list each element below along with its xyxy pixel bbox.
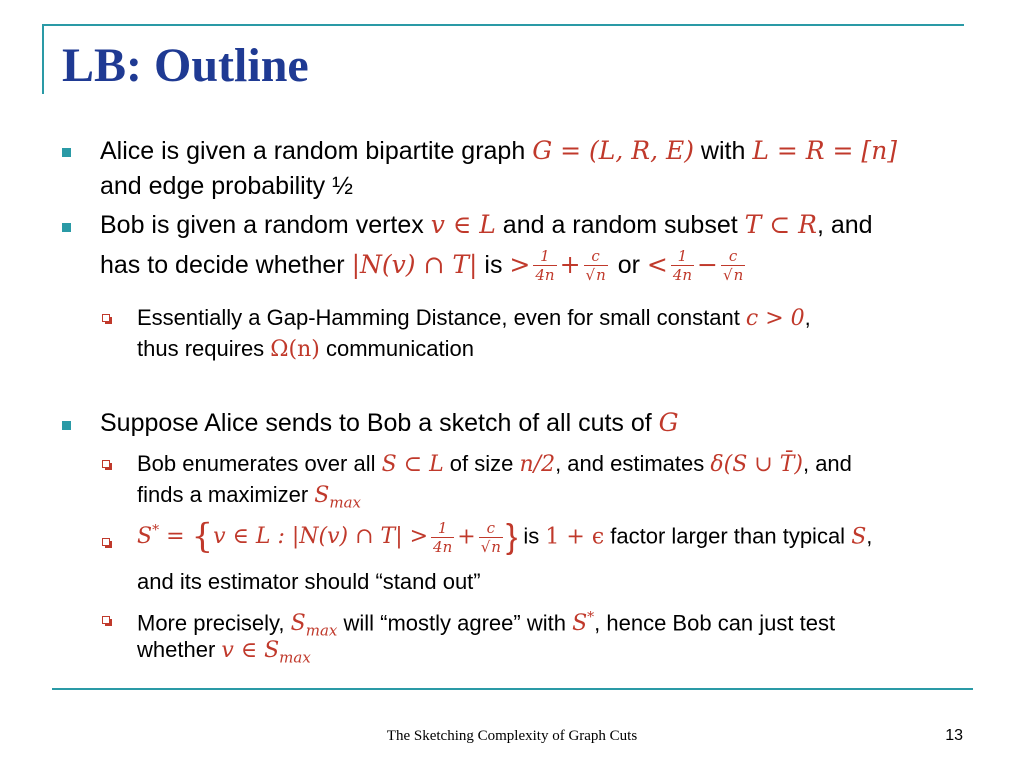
- footer-title: The Sketching Complexity of Graph Cuts: [386, 728, 638, 744]
- bullet-text: Suppose Alice sends to Bob a sketch of all cuts of G: [100, 408, 679, 437]
- math-expression: n/2: [519, 452, 556, 477]
- bullet-text-continuation: and edge probability ½: [100, 172, 353, 200]
- math-expression: 1 + ϵ: [545, 524, 605, 550]
- bottom-rule: [52, 688, 973, 690]
- sub-bullet-marker: [102, 538, 110, 546]
- bullet-text: Alice is given a random bipartite graph G = (L, R, E) with L = R = [n]: [100, 136, 898, 165]
- bullet-marker: [62, 148, 71, 157]
- sub-bullet-text-continuation: and its estimator should “stand out”: [137, 569, 481, 594]
- bullet-text-continuation: has to decide whether |N(v) ∩ T| is > $\frac{1}{4n}$ + $\frac{c}{√n}$ or < $\frac{1}{4n}$ − $\frac{c}{√n}$: [100, 247, 744, 285]
- fraction: $\frac{c}{√n}$: [723, 247, 744, 285]
- math-expression: $S_{max}$: [290, 611, 338, 640]
- math-expression: δ(S ∪ T̄): [710, 452, 803, 477]
- title-accent-bar: [42, 26, 44, 94]
- math-expression: c > 0: [745, 306, 805, 331]
- sub-bullet-text: Bob enumerates over all S ⊂ L of size n/2, and estimates δ(S ∪ T̄), and: [137, 451, 852, 477]
- fraction: $\frac{1}{4n}$: [433, 518, 453, 556]
- fraction: $\frac{1}{4n}$: [535, 247, 555, 285]
- sub-bullet-text-continuation: whether v ∈ $S_{max}$: [137, 637, 311, 667]
- sub-bullet-text: More precisely, $S_{max}$ will “mostly agree” with S*, hence Bob can just test: [137, 610, 836, 640]
- bullet-marker: [62, 421, 71, 430]
- fraction: $\frac{1}{4n}$: [672, 247, 693, 285]
- math-expression: v ∈ $S_{max}$: [221, 638, 311, 667]
- math-expression: $S_{max}$: [314, 483, 361, 512]
- sub-bullet-text: S* = {v ∈ L : |N(v) ∩ T| > $\frac{1}{4n}$ + $\frac{c}{√n}$ } is 1 + ϵ factor larger than typical S,: [137, 516, 873, 557]
- math-expression: L = R = [n]: [752, 136, 898, 165]
- sub-bullet-marker: [102, 314, 110, 322]
- sub-bullet-marker: [102, 460, 110, 468]
- math-expression: |N(v) ∩ T|: [351, 250, 478, 279]
- math-expression: S* = {v ∈ L : |N(v) ∩ T| >: [137, 516, 429, 557]
- page-number: 13: [945, 727, 963, 744]
- math-expression: S ⊂ L: [381, 452, 444, 477]
- math-expression: S*: [572, 610, 595, 637]
- slide-title: LB: Outline: [62, 39, 309, 92]
- sub-bullet-text-continuation: thus requires Ω(n) communication: [137, 336, 474, 362]
- bullet-text: Bob is given a random vertex v ∈ L and a random subset T ⊂ R, and: [100, 210, 873, 239]
- math-expression: T ⊂ R: [744, 210, 817, 239]
- fraction: $\frac{c}{√n}$: [480, 518, 501, 556]
- math-expression: v ∈ L: [430, 210, 496, 239]
- top-rule: [42, 24, 964, 26]
- math-expression: S: [851, 524, 867, 550]
- bullet-marker: [62, 223, 71, 232]
- math-expression: G = (L, R, E): [532, 136, 694, 165]
- fraction: $\frac{c}{√n}$: [585, 247, 606, 285]
- math-expression: G: [658, 408, 679, 437]
- sub-bullet-marker: [102, 616, 110, 624]
- sub-bullet-text-continuation: finds a maximizer $S_{max}$: [137, 482, 361, 512]
- math-expression: Ω(n): [270, 337, 320, 362]
- sub-bullet-text: Essentially a Gap-Hamming Distance, even for small constant c > 0,: [137, 305, 811, 331]
